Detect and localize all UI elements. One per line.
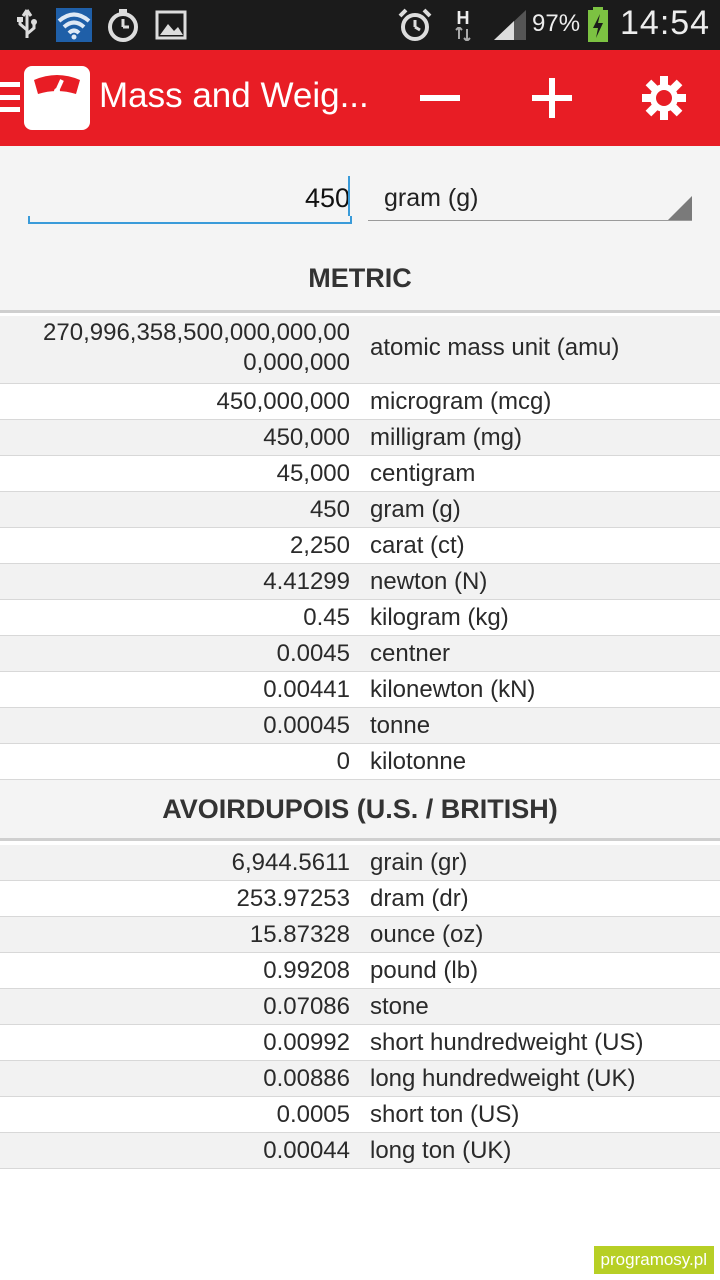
wifi-icon	[56, 8, 92, 42]
result-value: 6,944.5611	[231, 849, 350, 876]
value-input[interactable]	[28, 174, 352, 222]
alarm-icon	[396, 8, 434, 42]
result-value: 15.87328	[249, 921, 350, 948]
result-row[interactable]	[0, 384, 720, 420]
result-row[interactable]	[0, 989, 720, 1025]
scale-logo-icon[interactable]	[24, 66, 90, 130]
result-unit: kilonewton (kN)	[370, 676, 536, 703]
result-unit: long hundredweight (UK)	[370, 1065, 636, 1092]
result-value: 0.00441	[263, 676, 350, 703]
result-row[interactable]	[0, 420, 720, 456]
result-row[interactable]	[0, 1097, 720, 1133]
result-value: 0.99208	[263, 957, 350, 984]
result-unit: stone	[370, 993, 429, 1020]
network-type-label: H	[456, 8, 470, 28]
result-unit: kilogram (kg)	[370, 604, 509, 631]
usb-icon	[14, 8, 40, 42]
result-value	[0, 318, 350, 378]
gear-icon	[642, 76, 686, 120]
result-row[interactable]	[0, 564, 720, 600]
increment-button[interactable]	[522, 68, 582, 128]
result-row[interactable]	[0, 744, 720, 780]
result-value: 0.00044	[263, 1137, 350, 1164]
converter-input-row	[0, 146, 720, 246]
clock: 14:54	[620, 4, 711, 42]
result-value: 0	[336, 748, 350, 775]
result-value: 0.0045	[276, 640, 350, 667]
result-row[interactable]	[0, 636, 720, 672]
menu-icon[interactable]	[0, 82, 20, 112]
section-header-metric: METRIC	[0, 246, 720, 310]
dropdown-triangle-icon	[668, 196, 692, 220]
battery-percentage: 97%	[532, 10, 581, 37]
result-value: 450,000,000	[216, 388, 350, 415]
result-value: 450	[309, 496, 350, 523]
result-row-amu[interactable]	[0, 316, 720, 384]
value-input-underline	[28, 222, 352, 224]
result-unit: ounce (oz)	[370, 921, 484, 948]
result-row[interactable]	[0, 1025, 720, 1061]
result-row[interactable]	[0, 528, 720, 564]
result-value: 0.00886	[263, 1065, 350, 1092]
result-value: 450,000	[263, 424, 350, 451]
result-row[interactable]	[0, 708, 720, 744]
battery-charging-icon	[586, 8, 610, 42]
result-value: 0.0005	[276, 1101, 350, 1128]
result-unit: dram (dr)	[370, 885, 469, 912]
result-unit: tonne	[370, 712, 431, 739]
result-unit: milligram (mg)	[370, 424, 522, 451]
section-header-avoirdupois: AVOIRDUPOIS (U.S. / BRITISH)	[0, 780, 720, 838]
result-unit: grain (gr)	[370, 849, 468, 876]
result-row[interactable]	[0, 845, 720, 881]
result-unit: centner	[370, 640, 451, 667]
signal-icon	[492, 8, 528, 42]
result-row[interactable]	[0, 492, 720, 528]
result-row[interactable]	[0, 456, 720, 492]
network-type-icon	[450, 8, 476, 42]
result-row[interactable]	[0, 1133, 720, 1169]
plus-icon	[532, 78, 572, 118]
result-value: 0.00045	[263, 712, 350, 739]
result-unit: centigram	[370, 460, 476, 487]
result-value: 4.41299	[263, 568, 350, 595]
section-divider	[0, 310, 720, 313]
result-row[interactable]	[0, 600, 720, 636]
result-value-line2: 0,000,000	[243, 349, 350, 376]
section-divider	[0, 838, 720, 841]
app-bar	[0, 50, 720, 146]
result-row[interactable]	[0, 1061, 720, 1097]
settings-button[interactable]	[634, 68, 694, 128]
result-value-line1: 270,996,358,500,000,000,00	[43, 319, 350, 346]
result-row[interactable]	[0, 881, 720, 917]
watermark: programosy.pl	[594, 1246, 714, 1274]
result-value: 45,000	[276, 460, 350, 487]
unit-select-underline	[368, 220, 692, 221]
result-unit: kilotonne	[370, 748, 467, 775]
result-unit: short ton (US)	[370, 1101, 520, 1128]
stopwatch-icon	[104, 8, 142, 42]
unit-select-label: gram (g)	[384, 184, 479, 212]
result-row[interactable]	[0, 953, 720, 989]
app-title: Mass and Weig...	[99, 76, 369, 115]
result-unit: long ton (UK)	[370, 1137, 512, 1164]
result-unit: microgram (mcg)	[370, 388, 552, 415]
minus-icon	[420, 78, 460, 118]
text-cursor	[348, 176, 350, 216]
result-value: 253.97253	[236, 885, 350, 912]
result-unit: short hundredweight (US)	[370, 1029, 644, 1056]
result-unit: carat (ct)	[370, 532, 465, 559]
result-value: 2,250	[289, 532, 350, 559]
result-row[interactable]	[0, 917, 720, 953]
result-row[interactable]	[0, 672, 720, 708]
unit-select[interactable]	[368, 174, 692, 222]
decrement-button[interactable]	[410, 68, 470, 128]
result-value: 0.45	[303, 604, 350, 631]
result-unit: newton (N)	[370, 568, 488, 595]
result-value: 0.00992	[263, 1029, 350, 1056]
result-value: 0.07086	[263, 993, 350, 1020]
result-unit: gram (g)	[370, 496, 461, 523]
image-icon	[154, 8, 188, 42]
result-unit: atomic mass unit (amu)	[370, 334, 620, 361]
result-unit: pound (lb)	[370, 957, 479, 984]
status-bar	[0, 0, 720, 50]
